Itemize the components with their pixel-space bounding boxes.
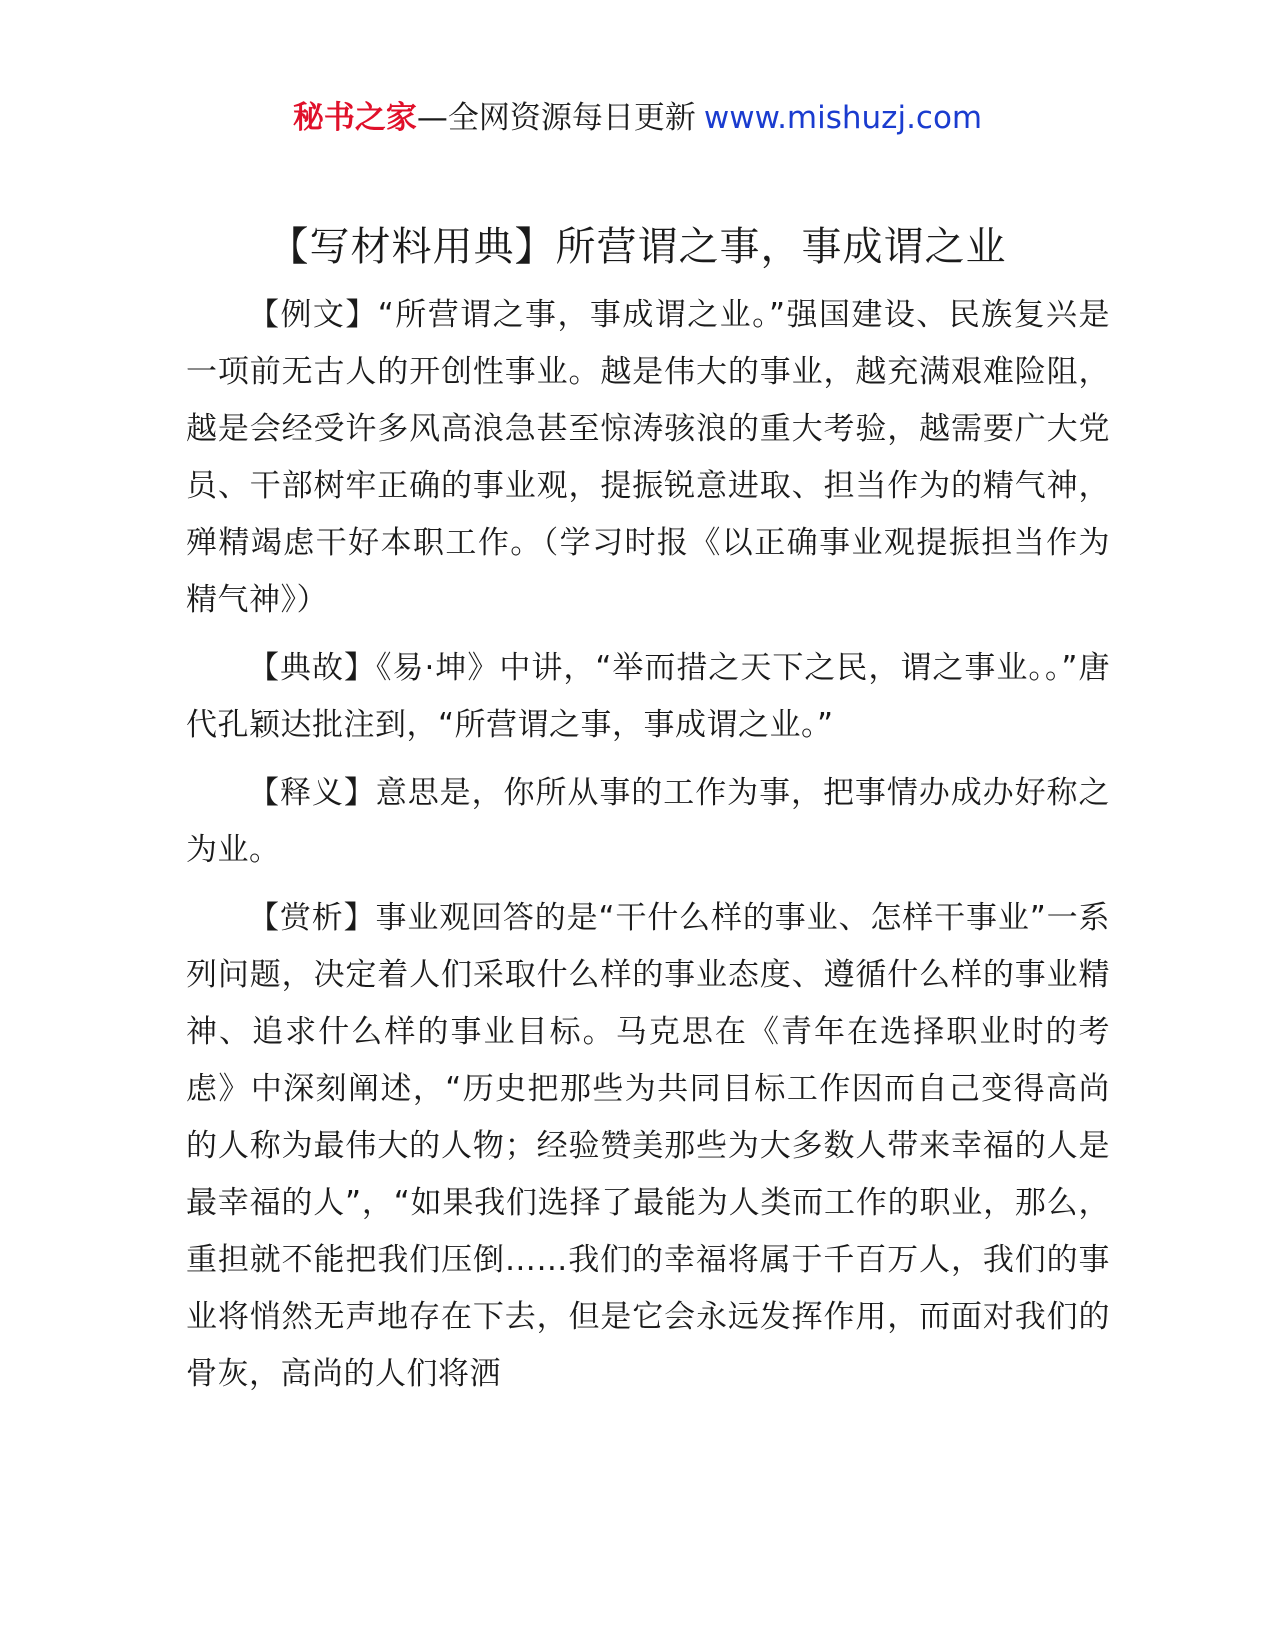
paragraph-analysis: 【赏析】事业观回答的是“干什么样的事业、怎样干事业”一系列问题，决定着人们采取什么样的事业态度、遵循什么样的事业精神、追求什么样的事业目标。马克思在《青年在选择职业时的考虑》中深刻阐述，“历史把那些为共同目标工作因而自己变得高尚的人称为最伟大的人物；经验赞美那些为大多数人带来幸福的人是最幸福的人”，“如果我们选择了最能为人类而工作的职业，那么，重担就不能把我们压倒……我们的幸福将属于千百万人，我们的事业将悄然无声地存在下去，但是它会永远发挥作用，而面对我们的骨灰，高尚的人们将洒 [186, 900, 1110, 1392]
document-body [186, 287, 1110, 1414]
paragraph-meaning: 【释义】意思是，你所从事的工作为事，把事情办成办好称之为业。 [186, 775, 1110, 868]
paragraph-allusion: 【典故】《易·坤》中讲，“举而措之天下之民，谓之事业。。”唐代孔颖达批注到，“所营谓之事，事成谓之业。” [186, 650, 1110, 743]
site-header [0, 98, 1275, 138]
paragraph-example: 【例文】“所营谓之事，事成谓之业。”强国建设、民族复兴是一项前无古人的开创性事业。越是伟大的事业，越充满艰难险阻，越是会经受许多风高浪急甚至惊涛骇浪的重大考验，越需要广大党员、干部树牢正确的事业观，提振锐意进取、担当作为的精气神，殚精竭虑干好本职工作。（学习时报《以正确事业观提振担当作为精气神》） [186, 297, 1110, 618]
site-url-link[interactable]: www.mishuzj.com [703, 100, 983, 136]
header-tagline: —全网资源每日更新 [416, 100, 696, 136]
brand-name: 秘书之家 [292, 100, 417, 136]
document-title: 【写材料用典】所营谓之事，事成谓之业 [268, 224, 1007, 270]
